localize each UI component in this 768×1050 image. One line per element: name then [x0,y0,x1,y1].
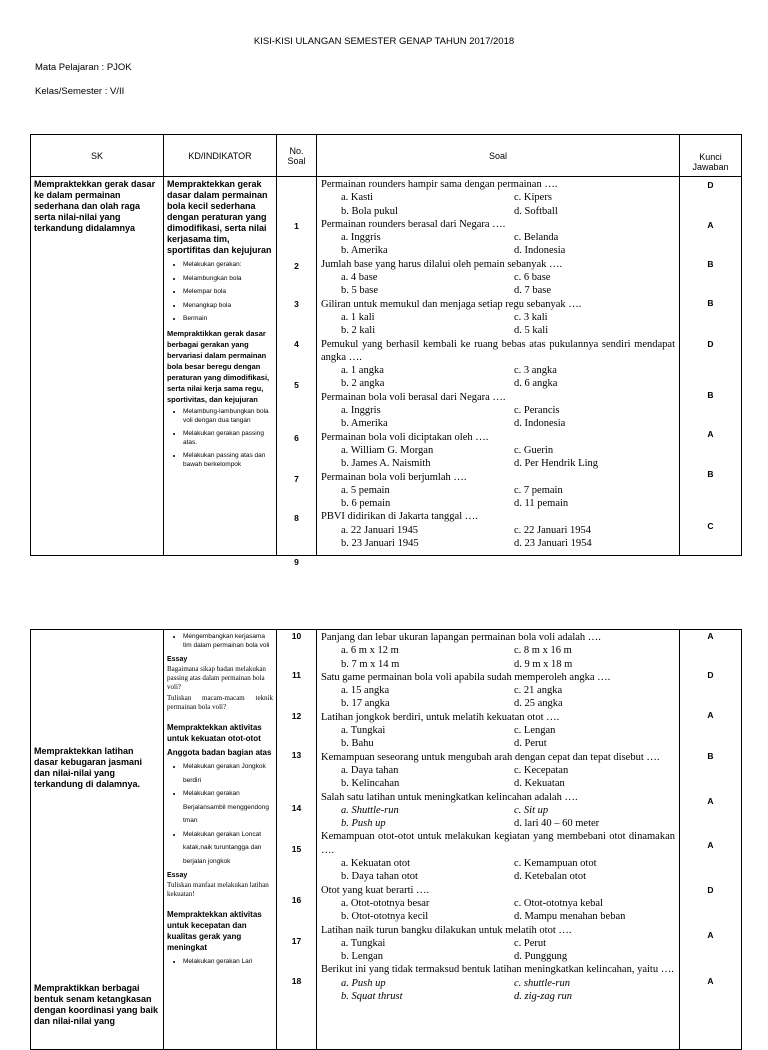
kd-title: Mempraktekkan aktivitas untuk kekuatan otot-otot [167,723,262,743]
sk-text: Mempraktekkan latihan dasar kebugaran jasmani dan nilai-nilai yang terkandung di dalamnya. [34,746,143,789]
header-no: No. Soal [277,135,317,177]
essay-text: Bagaimana sikap badan melakukan passing atas dalam permainan bola voli? [167,665,266,691]
sk-text: Mempraktikkan berbagai bentuk senam ketangkasan dengan koordinasi yang baik dan nilai-nilai yang [34,983,159,1026]
answer-key: A [707,930,714,940]
question-item: Permainan rounders hampir sama dengan permainan …. a. Kasti c. Kipers b. Bola pukul d. Softball [321,179,558,217]
question-number: 2 [294,261,299,271]
kd-list [167,632,273,650]
document-title: KISI-KISI ULANGAN SEMESTER GENAP TAHUN 2017/2018 [253,36,515,47]
answer-column [680,177,742,556]
kd-list [167,955,273,969]
kd-list [167,760,273,868]
list-item: • Melakukan gerakan passing atas. [183,429,273,447]
answer-key: B [707,298,714,308]
header-soal: Soal [317,135,680,177]
question-item: Permainan rounders berasal dari Negara …. a. Inggris c. Belanda b. Amerika d. Indonesia [321,218,566,257]
essay-text: Tuliskan manfaat melakukan latihan kekuatan! [167,881,269,898]
answer-key: D [707,180,714,190]
question-number: 5 [294,380,299,390]
essay-text: Tuliskan macam-macam teknik permainan bola voli? [167,694,273,711]
question-item: Permainan bola voli berjumlah …. a. 5 pemain c. 7 pemain b. 6 pemain d. 11 pemain [321,471,569,510]
number-column [277,177,317,567]
question-number: 15 [291,844,302,854]
question-number: 1 [294,221,299,231]
answer-key: B [707,469,714,479]
grid-table-2 [30,629,742,1050]
essay-label: Essay [167,656,188,663]
answer-key: A [707,220,714,230]
question-number: 13 [291,750,302,760]
list-item: • Mengembangkan kerjasama tim dalam permainan bola voli [183,632,273,650]
list-item: • Menangkap bola [183,299,273,313]
questions-column [317,177,680,556]
kd-title: Mempraktekkan gerak dasar dalam permainan bola kecil sederhana dengan peraturan yang dimodifikasi, serta nilai kerjasama tim, sportifitas dan kejujuran [167,179,272,255]
kd-cell [164,177,277,556]
list-item: • Melambungkan bola [183,272,273,286]
list-item: • Melakukan gerakan Berjalansambil menggendong tman [183,787,273,828]
kd-cell [164,630,277,1050]
question-item: PBVI didirikan di Jakarta tanggal …. a. 22 Januari 1945 c. 22 Januari 1954 b. 23 Januari 1945 d. 23 Januari 1954 [321,511,592,550]
kd-list [167,258,273,326]
question-number: 4 [294,339,299,349]
answer-key: A [707,631,714,641]
question-number: 6 [294,433,299,443]
question-number: 18 [291,976,302,986]
question-item: Jumlah base yang harus dilalui oleh pemain sebanyak …. a. 4 base c. 6 base b. 5 base d. 7 base [321,258,563,297]
question-number: 8 [294,513,299,523]
answer-key: A [707,840,714,850]
header-kd: KD/INDIKATOR [164,135,277,177]
question-item: Kemampuan otot-otot untuk melakukan kegiatan yang membebani otot dinamakan …. a. Kekuatan otot c. Kemampuan otot b. Daya tahan otot d. Ketebalan otot [321,831,675,883]
question-number: 10 [291,631,302,641]
question-item: Permainan bola voli diciptakan oleh …. a. William G. Morgan c. Guerin b. James A. Naismith d. Per Hendrik Ling [321,431,598,470]
sk-cell: Mempraktekkan gerak dasar ke dalam permainan sederhana dan olah raga serta nilai-nilai yang terkandung didalamnya [31,177,164,556]
question-number: 9 [294,557,299,567]
question-number: 17 [291,936,302,946]
answer-key: D [707,885,714,895]
question-item: Satu game permainan bola voli apabila sudah memperoleh angka …. a. 15 angka c. 21 angka b. 17 angka d. 25 angka [321,671,611,710]
answer-column [680,630,742,1050]
question-item: Permainan bola voli berasal dari Negara …. a. Inggris c. Perancis b. Amerika d. Indonesia [321,391,566,430]
kd-title: Mempraktekkan aktivitas untuk kecepatan dan kualitas gerak yang meningkat [167,910,262,952]
answer-key: A [707,976,714,986]
question-number: 3 [294,299,299,309]
kd-title: Mempraktikkan gerak dasar berbagai gerakan yang bervariasi dalam permainan bola besar beregu dengan peraturan yang dimodifikasi, serta nilai kerja sama regu, sportivitas, dan kejujuran [167,328,270,404]
answer-key: B [707,259,714,269]
questions-column [317,630,680,1050]
list-item: • Bermain [183,312,273,326]
sk-cell [31,630,164,1050]
grid-table-1 [30,134,742,567]
kd-list [167,407,273,469]
subject-label: Mata Pelajaran : PJOK [35,62,132,73]
list-item: • Melakukan gerakan Lari [183,955,273,969]
list-item: • Melakukan gerakan: [183,258,273,272]
question-item: Otot yang kuat berarti …. a. Otot-ototnya besar c. Otot-ototnya kebal b. Otot-ototnya kecil d. Mampu menahan beban [321,884,626,923]
header-kunci: Kunci Jawaban [680,135,742,177]
answer-key: A [707,796,714,806]
list-item: • Melempar bola [183,285,273,299]
list-item: • Melakukan passing atas dan bawah berkelompok [183,451,273,469]
question-item: Panjang dan lebar ukuran lapangan permainan bola voli adalah …. a. 6 m x 12 m c. 8 m x 16 m b. 7 m x 14 m d. 9 m x 18 m [321,632,601,670]
answer-key: C [707,521,714,531]
question-item: Salah satu latihan untuk meningkatkan kelincahan adalah …. a. Shuttle-run c. Sit up b. Push up d. lari 40 – 60 meter [321,791,600,830]
list-item: • Melakukan gerakan Jongkok berdiri [183,760,273,787]
answer-key: B [707,751,714,761]
number-column [277,630,317,1050]
answer-key: D [707,670,714,680]
answer-key: A [707,710,714,720]
question-number: 16 [291,895,302,905]
question-item: Latihan jongkok berdiri, untuk melatih kekuatan otot …. a. Tungkai c. Lengan b. Bahu d. Perut [321,711,560,750]
kd-subtitle: Anggota badan bagian atas [167,748,272,757]
question-item: Berikut ini yang tidak termaksud bentuk latihan meningkatkan kelincahan, yaitu …. a. Push up c. shuttle-run b. Squat thrust d. zig-zag run [321,964,674,1003]
question-item: Pemukul yang berhasil kembali ke ruang bebas atas pukulannya sendiri mendapat angka …. a. 1 angka c. 3 angka b. 2 angka d. 6 angka [321,338,675,390]
answer-key: D [707,339,714,349]
question-number: 12 [291,711,302,721]
list-item: • Melambung-lambungkan bola voli dengan dua tangan [183,407,273,425]
question-item: Latihan naik turun bangku dilakukan untuk melatih otot …. a. Tungkai c. Perut b. Lengan d. Punggung [321,924,572,963]
question-item: Giliran untuk memukul dan menjaga setiap regu sebanyak …. a. 1 kali c. 3 kali b. 2 kali d. 5 kali [321,298,582,337]
answer-key: B [707,390,714,400]
header-sk: SK [31,135,164,177]
list-item: • Melakukan gerakan Loncat katak,naik turuntangga dan berjalan jongkok [183,828,273,869]
answer-key: A [707,429,714,439]
class-label: Kelas/Semester : V/II [35,86,125,97]
question-item: Kemampuan seseorang untuk mengubah arah dengan cepat dan tepat disebut …. a. Daya tahan c. Kecepatan b. Kelincahan d. Kekuatan [321,751,660,790]
question-number: 14 [291,803,302,813]
question-number: 11 [292,670,301,680]
essay-label: Essay [167,872,188,879]
question-number: 7 [294,474,299,484]
